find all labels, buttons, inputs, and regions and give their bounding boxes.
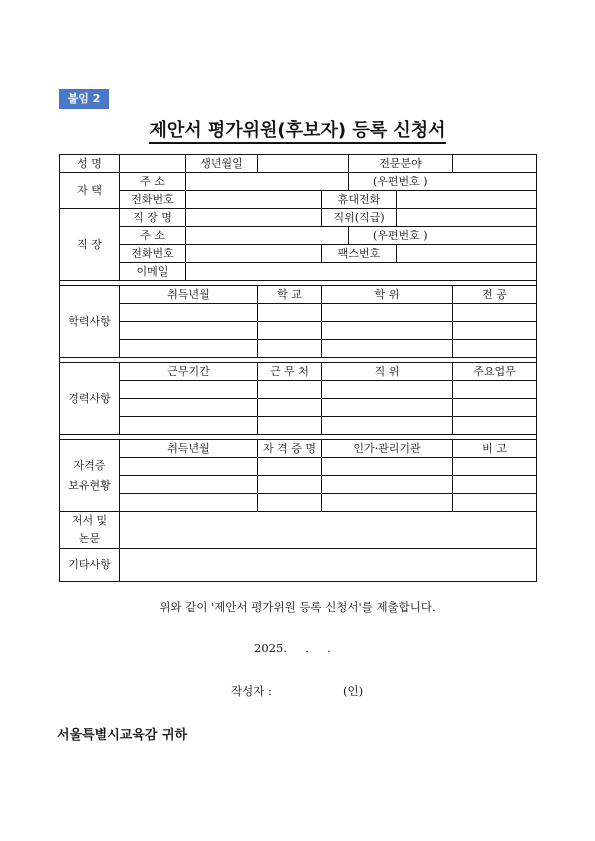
etc-label: 기타사항	[60, 549, 120, 582]
form-title-text: 제안서 평가위원(후보자) 등록 신청서	[149, 120, 445, 144]
table-cell[interactable]	[258, 494, 322, 512]
table-cell[interactable]	[322, 476, 453, 494]
table-cell[interactable]	[120, 494, 258, 512]
table-cell[interactable]	[453, 381, 537, 399]
table-cell[interactable]	[258, 304, 322, 322]
table-cell[interactable]	[322, 458, 453, 476]
table-cell[interactable]	[120, 399, 258, 417]
table-cell[interactable]	[453, 458, 537, 476]
table-cell[interactable]	[120, 381, 258, 399]
table-row	[60, 476, 537, 494]
table-row	[60, 458, 537, 476]
addressee: 서울특별시교육감 귀하	[57, 728, 188, 743]
education-header-school: 학 교	[258, 286, 322, 304]
table-cell[interactable]	[258, 476, 322, 494]
table-row	[60, 304, 537, 322]
table-row	[60, 340, 537, 358]
birth-label: 생년월일	[186, 155, 258, 173]
career-header-position: 직 위	[322, 363, 453, 381]
table-cell[interactable]	[453, 304, 537, 322]
company-label: 직 장 명	[120, 209, 186, 227]
table-row	[60, 381, 537, 399]
author-label: 작성자 :	[231, 684, 272, 698]
career-header-period: 근무기간	[120, 363, 258, 381]
certs-header-date: 취득년월	[120, 440, 258, 458]
email-label: 이메일	[120, 263, 186, 281]
table-cell[interactable]	[322, 340, 453, 358]
name-field[interactable]	[120, 155, 186, 173]
work-phone-field[interactable]	[186, 245, 322, 263]
home-label: 자 택	[60, 173, 120, 209]
email-field[interactable]	[186, 263, 537, 281]
work-label: 직 장	[60, 209, 120, 281]
education-header-date: 취득년월	[120, 286, 258, 304]
table-cell[interactable]	[120, 340, 258, 358]
table-cell[interactable]	[258, 381, 322, 399]
table-row	[60, 322, 537, 340]
table-cell[interactable]	[453, 322, 537, 340]
submission-date: 2025. . .	[254, 641, 331, 655]
papers-field[interactable]	[120, 512, 537, 549]
certs-header-name: 자 격 증 명	[258, 440, 322, 458]
table-cell[interactable]	[453, 494, 537, 512]
etc-field[interactable]	[120, 549, 537, 582]
work-phone-label: 전화번호	[120, 245, 186, 263]
fax-field[interactable]	[397, 245, 537, 263]
home-postal-label: (우편번호 )	[349, 173, 537, 191]
table-cell[interactable]	[322, 304, 453, 322]
papers-label-line2: 논문	[78, 532, 101, 545]
name-label: 성 명	[60, 155, 120, 173]
seal-mark: (인)	[343, 684, 364, 698]
table-row	[60, 494, 537, 512]
mobile-field[interactable]	[397, 191, 537, 209]
home-address-field[interactable]	[186, 173, 349, 191]
home-phone-field[interactable]	[186, 191, 322, 209]
form-title	[0, 116, 595, 142]
career-header-duties: 주요업무	[453, 363, 537, 381]
work-postal-label: (우편번호 )	[349, 227, 537, 245]
work-address-field[interactable]	[186, 227, 349, 245]
certs-header-agency: 인가·관리기관	[322, 440, 453, 458]
certs-label	[60, 440, 120, 512]
company-field[interactable]	[186, 209, 322, 227]
education-label: 학력사항	[60, 286, 120, 358]
fax-label: 팩스번호	[322, 245, 397, 263]
certs-label-line2: 보유현황	[68, 478, 111, 492]
table-cell[interactable]	[453, 340, 537, 358]
table-cell[interactable]	[120, 417, 258, 435]
table-cell[interactable]	[258, 417, 322, 435]
application-form-table	[59, 154, 537, 582]
home-address-label: 주 소	[120, 173, 186, 191]
field-field[interactable]	[453, 155, 537, 173]
career-label: 경력사항	[60, 363, 120, 435]
work-address-label: 주 소	[120, 227, 186, 245]
career-header-workplace: 근 무 처	[258, 363, 322, 381]
table-cell[interactable]	[322, 381, 453, 399]
certs-header-note: 비 고	[453, 440, 537, 458]
papers-label	[60, 512, 120, 549]
attachment-badge: 붙임 2	[59, 89, 109, 109]
table-cell[interactable]	[120, 304, 258, 322]
table-cell[interactable]	[258, 458, 322, 476]
education-header-major: 전 공	[453, 286, 537, 304]
table-row	[60, 417, 537, 435]
table-cell[interactable]	[453, 476, 537, 494]
position-label: 직위(직급)	[322, 209, 397, 227]
papers-label-line1: 저서 및	[71, 514, 108, 527]
table-cell[interactable]	[322, 417, 453, 435]
table-cell[interactable]	[120, 476, 258, 494]
table-cell[interactable]	[453, 417, 537, 435]
declaration-text: 위와 같이 '제안서 평가위원 등록 신청서'를 제출합니다.	[159, 600, 436, 614]
birth-field[interactable]	[258, 155, 349, 173]
table-row	[60, 399, 537, 417]
certs-label-line1: 자격증	[73, 458, 106, 472]
home-phone-label: 전화번호	[120, 191, 186, 209]
table-cell[interactable]	[258, 322, 322, 340]
education-header-degree: 학 위	[322, 286, 453, 304]
mobile-label: 휴대전화	[322, 191, 397, 209]
field-label: 전문분야	[349, 155, 453, 173]
table-cell[interactable]	[120, 458, 258, 476]
table-cell[interactable]	[322, 399, 453, 417]
table-cell[interactable]	[258, 399, 322, 417]
table-cell[interactable]	[120, 322, 258, 340]
table-cell[interactable]	[322, 322, 453, 340]
table-cell[interactable]	[322, 494, 453, 512]
position-field[interactable]	[397, 209, 537, 227]
table-cell[interactable]	[453, 399, 537, 417]
table-cell[interactable]	[258, 340, 322, 358]
